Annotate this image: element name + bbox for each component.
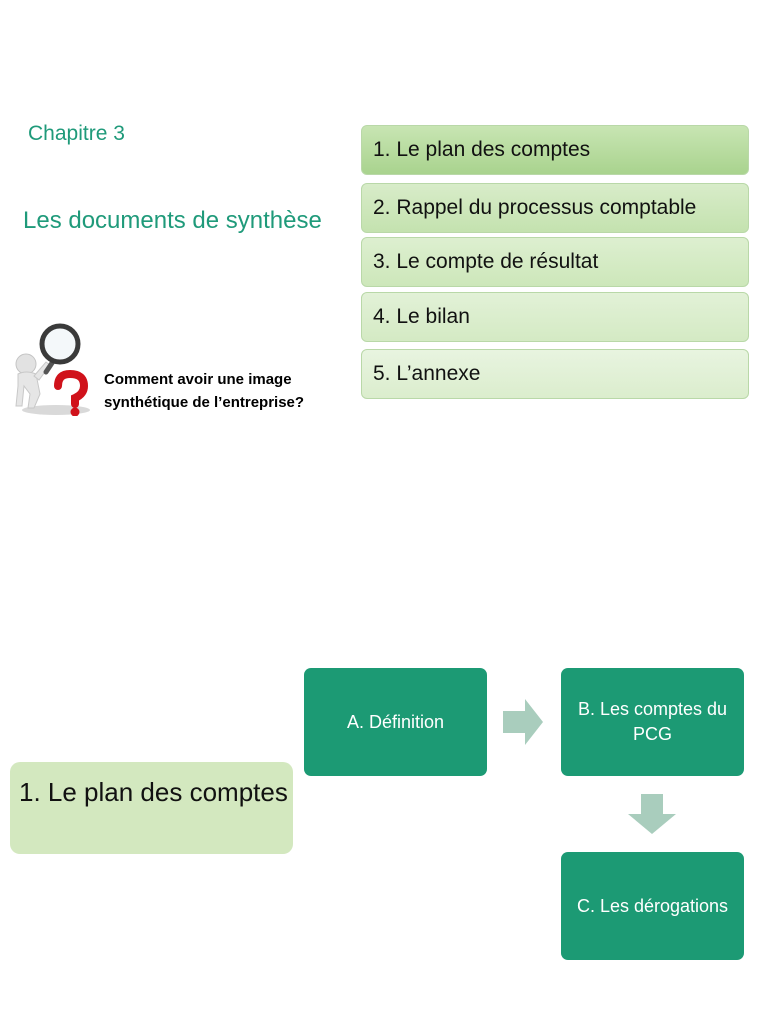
chapter-title: Les documents de synthèse [23,207,322,234]
toc-item-annexe: 5. L’annexe [361,349,749,399]
step-derogations: C. Les dérogations [561,852,744,960]
step-comptes-du-pcg: B. Les comptes du PCG [561,668,744,776]
section-title: 1. Le plan des comptes [10,762,293,854]
arrow-right-icon [503,699,543,745]
toc-item-plan-des-comptes: 1. Le plan des comptes [361,125,749,175]
step-definition: A. Définition [304,668,487,776]
chapter-label: Chapitre 3 [28,122,125,145]
arrow-down-icon [628,794,676,834]
toc-item-compte-de-resultat: 3. Le compte de résultat [361,237,749,287]
toc-item-bilan: 4. Le bilan [361,292,749,342]
toc-item-processus-comptable: 2. Rappel du processus comptable [361,183,749,233]
person-magnifier-question-icon [12,316,100,416]
guiding-question: Comment avoir une image synthétique de l’entreprise? [104,371,305,411]
